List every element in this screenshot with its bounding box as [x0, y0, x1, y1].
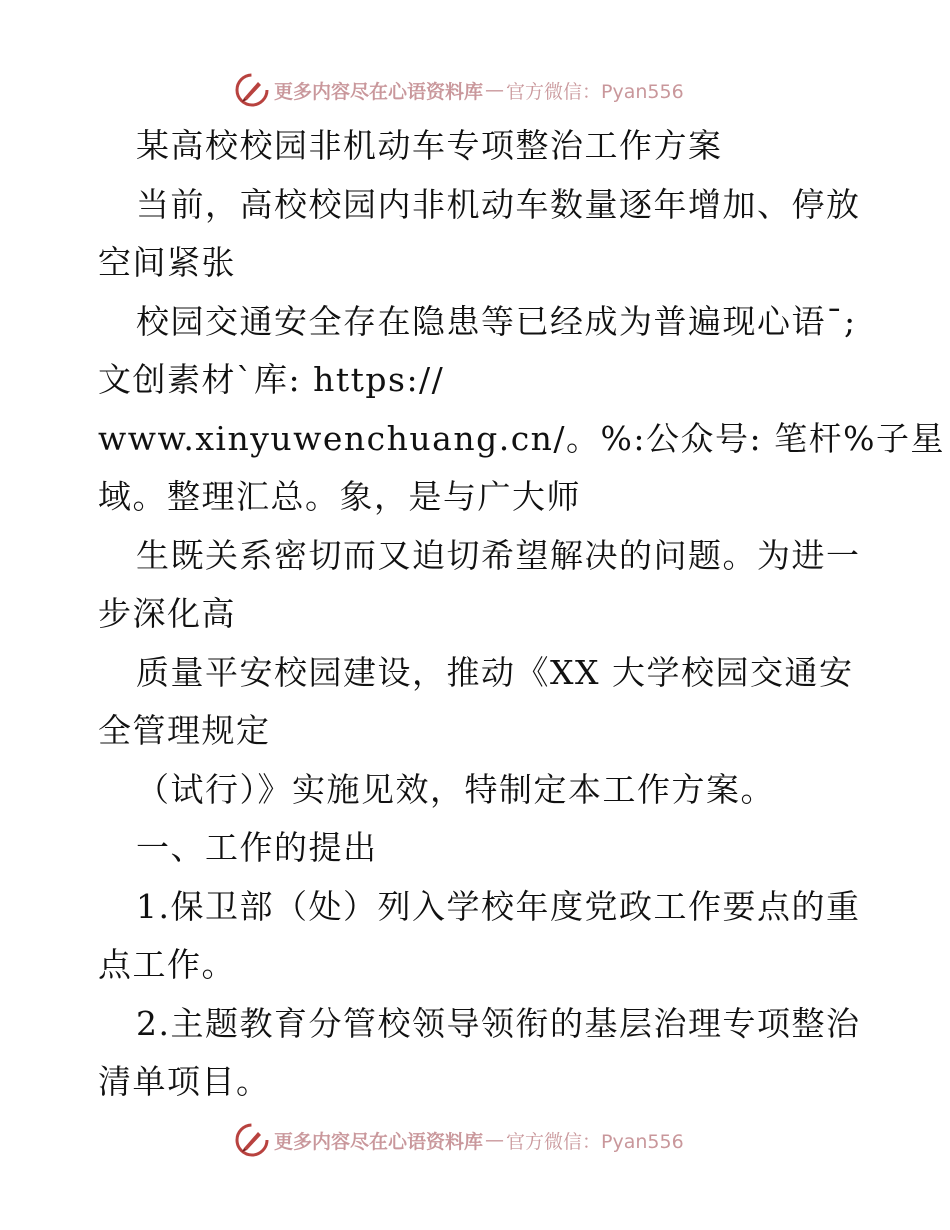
banner-text: 更多内容尽在心语资料库	[274, 1130, 484, 1153]
footer-watermark	[234, 1122, 684, 1158]
paragraph-line: 当前，高校校园内非机动车数量逐年增加、停放	[136, 184, 861, 224]
banner-dash: —	[485, 1129, 505, 1151]
paragraph-line: 全管理规定	[98, 711, 271, 750]
paragraph-line: 步深化高	[98, 594, 236, 633]
banner-wechat: 官方微信：Pyan556	[506, 1130, 684, 1153]
section-heading: 一、工作的提出	[136, 828, 378, 867]
paragraph-line: 空间紧张	[98, 243, 236, 282]
pen-logo-icon	[234, 72, 270, 108]
list-item: 1.保卫部（处）列入学校年度党政工作要点的重	[136, 886, 861, 926]
paragraph-line: 域。整理汇总。象，是与广大师	[98, 477, 581, 516]
list-item: 2.主题教育分管校领导领衔的基层治理专项整治	[136, 1003, 861, 1043]
paragraph-line: 生既关系密切而又迫切希望解决的问题。为进一	[136, 535, 861, 575]
document-title: 某高校校园非机动车专项整治工作方案	[136, 126, 723, 165]
pen-logo-icon	[234, 1122, 270, 1158]
document-body	[98, 117, 945, 1112]
paragraph-line: 质量平安校园建设，推动《XX 大学校园交通安	[136, 652, 854, 692]
list-item-continuation: 清单项目。	[98, 1062, 271, 1101]
banner-text: 更多内容尽在心语资料库	[274, 80, 484, 103]
header-watermark	[234, 72, 684, 108]
paragraph-line: 文创素材`库: https://	[98, 360, 445, 399]
paragraph-line: 校园交通安全存在隐患等已经成为普遍现心语¯;	[136, 301, 857, 341]
list-item-continuation: 点工作。	[98, 945, 236, 984]
banner-dash: —	[485, 79, 505, 101]
paragraph-line: （试行）》实施见效，特制定本工作方案。	[136, 769, 775, 809]
banner-wechat: 官方微信：Pyan556	[506, 80, 684, 103]
paragraph-line: www.xinyuwenchuang.cn/。%:公众号: 笔杆%子星	[98, 418, 945, 458]
